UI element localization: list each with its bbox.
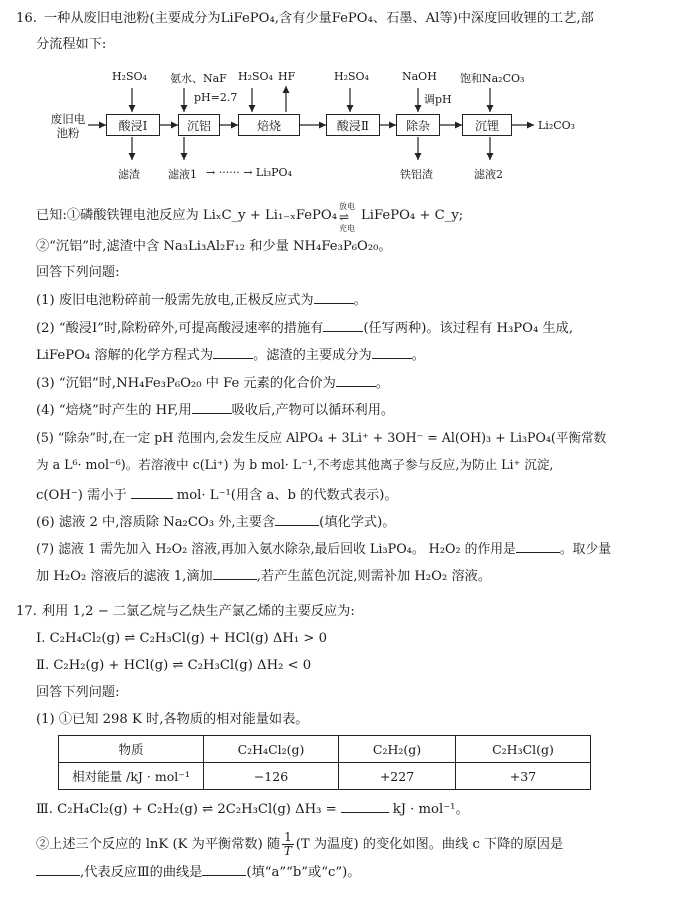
q16-part7-text-c: 加 H₂O₂ 溶液后的滤液 1,滴加: [36, 569, 213, 584]
q17-intro: 利用 1,2 − 二氯乙烷与乙炔生产氯乙烯的主要反应为:: [42, 604, 355, 619]
q17-number: 17.: [16, 604, 37, 619]
q16-part2-line2: LiFePO₄ 溶解的化学方程式为 。滤渣的主要成分为 。: [36, 348, 425, 363]
flow-box-acid-leach-2: 酸浸Ⅱ: [326, 114, 380, 136]
answer-blank-4[interactable]: [192, 401, 232, 414]
answer-blank-7b[interactable]: [213, 567, 257, 580]
q16-part6: [36, 513, 395, 532]
q17-part2-text-d: (填“a”“b”或“c”)。: [246, 865, 361, 880]
q17-part2-text-a: ②上述三个反应的 lnK (K 为平衡常数) 随: [36, 837, 281, 852]
q16-part4-text-a: (4) “焙烧”时产生的 HF,用: [36, 403, 192, 418]
table-cell: 相对能量 /kJ · mol⁻¹: [59, 763, 204, 790]
flow-output-residue: 滤渣: [118, 168, 140, 181]
q16-part1: (1) 废旧电池粉碎前一般需先放电,正极反应式为 。: [36, 293, 367, 308]
q16-part2-text-c: LiFePO₄ 溶解的化学方程式为: [36, 348, 214, 363]
q17-reaction-1: Ⅰ. C₂H₄Cl₂(g) ⇌ C₂H₃Cl(g) + HCl(g) ΔH₁ > 0: [36, 631, 328, 646]
q16-part5-line2: 为 a L⁶· mol⁻⁶)。若溶液中 c(Li⁺) 为 b mol· L⁻¹,不考虑其他离子参与反应,为防止 Li⁺ 沉淀,: [36, 457, 554, 472]
answer-blank-6[interactable]: [275, 513, 319, 526]
table-row: [59, 763, 591, 790]
answer-blank-17-3[interactable]: [202, 863, 246, 876]
answer-blank-2c[interactable]: [372, 346, 412, 359]
flow-input-ph: pH=2.7: [194, 91, 238, 104]
q16-known-2: ②“沉铝”时,滤渣中含 Na₃Li₃Al₂F₁₂ 和少量 NH₄Fe₃P₆O₂₀。: [36, 239, 392, 254]
q16-stem-line2: 分流程如下:: [36, 37, 107, 52]
q17-reaction-3-text: Ⅲ. C₂H₄Cl₂(g) + C₂H₂(g) ⇌ 2C₂H₃Cl(g) ΔH₃ =: [36, 802, 337, 817]
q16-part3-text: (3) “沉铝”时,NH₄Fe₃P₆O₂₀ 中 Fe 元素的化合价为: [36, 376, 336, 391]
flow-input-h2so4-1: H₂SO₄: [112, 70, 147, 83]
answer-blank-2a[interactable]: [323, 319, 363, 332]
fraction-numerator: 1: [284, 830, 292, 844]
q16-part5-text-c: c(OH⁻) 需小于: [36, 488, 127, 503]
q16-part5-line3: [36, 486, 398, 505]
fraction-1-over-t: [282, 831, 294, 858]
table-cell: −126: [204, 763, 339, 790]
arrow-label-charge: 充电: [339, 224, 356, 233]
flow-box-impurity-removal: 除杂: [396, 114, 440, 136]
q17-reaction-2: Ⅱ. C₂H₂(g) + HCl(g) ⇌ C₂H₃Cl(g) ΔH₂ < 0: [36, 658, 312, 673]
table-cell: +227: [339, 763, 456, 790]
known1-reactants: 已知:①磷酸铁锂电池反应为 LiₓC_y + Li₁₋ₓFePO₄: [36, 208, 338, 223]
q17-reaction-3: [36, 800, 469, 819]
flow-box-roasting: 焙烧: [238, 114, 300, 136]
q16-part2-text-b: (任写两种)。该过程有 H₃PO₄ 生成,: [363, 321, 574, 336]
answer-blank-7a[interactable]: [516, 540, 560, 553]
q17-part2-line2: [36, 863, 360, 882]
q16-part7-text-a: (7) 滤液 1 需先加入 H₂O₂ 溶液,再加入氨水除杂,最后回收 Li₃PO₄。 H₂O₂ 的作用是: [36, 542, 516, 557]
fraction-denominator: T: [283, 844, 292, 858]
q17-part1: (1) ①已知 298 K 时,各物质的相对能量如表。: [36, 712, 309, 727]
q16-part2-text-d: 。滤渣的主要成分为: [253, 348, 372, 363]
answer-blank-3[interactable]: [336, 374, 376, 387]
flow-input-naoh: NaOH: [402, 70, 437, 83]
flow-input-na2co3: 饱和Na₂CO₃: [460, 72, 525, 85]
q16-part7-text-b: 。取少量: [559, 542, 612, 557]
table-header-cell: C₂H₄Cl₂(g): [204, 736, 339, 763]
flow-input-h2so4-2: H₂SO₄: [238, 70, 273, 83]
answer-blank-5[interactable]: [131, 486, 173, 499]
table-cell: +37: [456, 763, 591, 790]
flow-output-filtrate-2: 滤液2: [474, 168, 503, 181]
relative-energy-table: [58, 735, 591, 790]
flow-box-acid-leach-1: 酸浸Ⅰ: [106, 114, 160, 136]
flow-output-li3po4: → ······ → Li₃PO₄: [206, 166, 292, 179]
q16-part7-line1: [36, 540, 611, 559]
q16-part2-text-a: (2) “酸浸Ⅰ”时,除粉碎外,可提高酸浸速率的措施有: [36, 321, 324, 336]
q16-part7-line2: [36, 567, 491, 586]
flow-input-h2so4-3: H₂SO₄: [334, 70, 369, 83]
q16-known-1: [36, 202, 464, 233]
table-header-row: [59, 736, 591, 763]
q16-part4: [36, 401, 394, 420]
q17-ask: 回答下列问题:: [36, 685, 120, 700]
q16-part6-text-b: (填化学式)。: [319, 515, 396, 530]
q16-part2-line1: [36, 319, 573, 338]
q17-part2-text-b: (T 为温度) 的变化如图。曲线 c 下降的原因是: [295, 837, 564, 852]
q16-part7-text-d: ,若产生蓝色沉淀,则需补加 H₂O₂ 溶液。: [256, 569, 492, 584]
q16-stem-line1: 一种从废旧电池粉(主要成分为LiFePO₄,含有少量FePO₄、石墨、Al等)中深度回收锂的工艺,部: [44, 11, 594, 26]
q16-part3: (3) “沉铝”时,NH₄Fe₃P₆O₂₀ 中 Fe 元素的化合价为 。: [36, 376, 389, 391]
flow-output-filtrate-1: 滤液1: [168, 168, 197, 181]
equilibrium-symbol: ⇌: [339, 210, 350, 224]
q17-part2-text-c: ,代表反应Ⅲ的曲线是: [80, 865, 203, 880]
answer-blank-17-2[interactable]: [36, 863, 80, 876]
flowchart-arrows: [0, 0, 680, 200]
q16-number: 16.: [16, 11, 37, 26]
q16-part1-text: (1) 废旧电池粉碎前一般需先放电,正极反应式为: [36, 293, 314, 308]
q16-part4-text-b: 吸收后,产物可以循环利用。: [231, 403, 395, 418]
q16-part5-text-d: mol· L⁻¹(用含 a、b 的代数式表示)。: [176, 488, 398, 503]
q17-part2-line1: [36, 831, 563, 858]
flow-box-al-precipitation: 沉铝: [178, 114, 220, 136]
flow-product-li2co3: Li₂CO₃: [538, 119, 576, 132]
table-header-cell: C₂H₃Cl(g): [456, 736, 591, 763]
known1-products: LiFePO₄ + C_y;: [361, 208, 464, 223]
answer-blank-1[interactable]: [314, 291, 354, 304]
flow-input-adjust-ph: 调pH: [424, 93, 452, 106]
q17-reaction-3-unit: kJ · mol⁻¹。: [392, 802, 469, 817]
answer-blank-2b[interactable]: [213, 346, 253, 359]
flow-input-ammonia-naf: 氨水、NaF: [170, 72, 227, 85]
answer-blank-17-1[interactable]: [341, 800, 389, 813]
table-header-cell: C₂H₂(g): [339, 736, 456, 763]
q16-part6-text-a: (6) 滤液 2 中,溶质除 Na₂CO₃ 外,主要含: [36, 515, 276, 530]
reversible-arrow: [337, 202, 361, 233]
flow-start-label: 废旧电池粉: [50, 112, 86, 140]
flow-output-hf: HF: [278, 70, 296, 83]
flow-output-fe-al-residue: 铁铝渣: [400, 168, 433, 181]
flow-box-li-precipitation: 沉锂: [462, 114, 512, 136]
arrow-label-discharge: 放电: [339, 202, 356, 211]
q16-ask: 回答下列问题:: [36, 265, 120, 280]
table-header-cell: 物质: [59, 736, 204, 763]
q16-part5-line1: (5) “除杂”时,在一定 pH 范围内,会发生反应 AlPO₄ + 3Li⁺ + 3OH⁻ = Al(OH)₃ + Li₃PO₄(平衡常数: [36, 430, 607, 445]
